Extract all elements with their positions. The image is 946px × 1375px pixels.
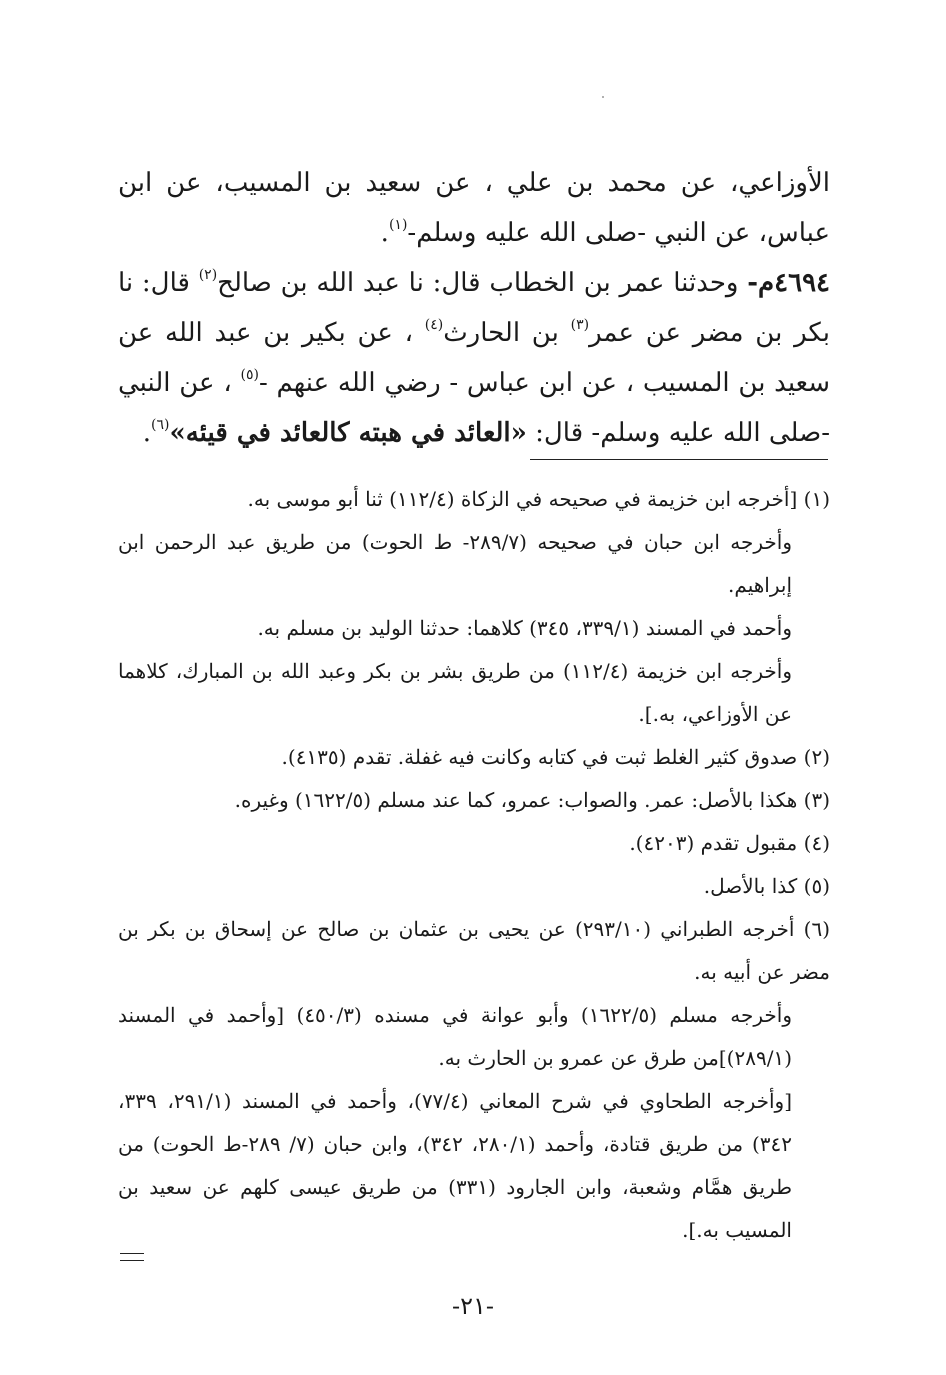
footnote-6-cont-2: [وأخرجه الطحاوي في شرح المعاني (٧٧/٤)، وأحمد في المسند (٢٩١/١، ٣٣٩، ٣٤٢) من طريق قتادة، وأحمد (٢٨٠/١، ٣٤٢)، وابن حبان (٧/ ٢٨٩-ط الحوت) من طريق همَّام وشعبة، وابن الجارود (٣٣١) من طريق عيسى كلهم عن سعيد بن المسيب به.].	[118, 1089, 792, 1242]
para2-part-c: بن الحارث	[443, 318, 559, 348]
para2-part-d: ، عن بكير بن عبد الله عن سعيد بن المسيب ، عن ابن عباس - رضي الله عنهم -	[118, 318, 831, 398]
footnote-1-cont-2: وأحمد في المسند (٣٣٩/١، ٣٤٥) كلاهما: حدثنا الوليد بن مسلم به.	[257, 616, 792, 640]
footnote-6-cont-1: وأخرجه مسلم (١٦٢٢/٥) وأبو عوانة في مسنده (٤٥٠/٣) [وأحمد في المسند (٢٨٩/١)]من طرق عن عمرو بن الحارث به.	[118, 1003, 793, 1070]
footnote-ref-2: (٢)	[198, 267, 218, 283]
footnote-1: (١) [أخرجه ابن خزيمة في صحيحه في الزكاة (١١٢/٤) ثنا أبو موسى به.	[247, 487, 830, 511]
footnote-ref-4: (٤)	[424, 317, 444, 333]
para2-part-e: ، عن النبي -صلى الله عليه وسلم- قال:	[118, 368, 830, 448]
footnote-ref-5: (٥)	[240, 367, 259, 383]
continuation-mark	[120, 1253, 144, 1267]
footnote-ref-1: (١)	[388, 217, 408, 233]
footnote-1-cont-1: وأخرجه ابن حبان في صحيحه (٢٨٩/٧- ط الحوت) من طريق عبد الرحمن ابن إبراهيم.	[118, 530, 792, 597]
footnotes	[118, 478, 830, 1252]
para2-end: .	[142, 418, 151, 448]
footnote-separator	[530, 459, 828, 460]
footnote-6: (٦) أخرجه الطبراني (٢٩٣/١٠) عن يحيى بن عثمان بن صالح عن إسحاق بن بكر بن مضر عن أبيه به.	[118, 917, 830, 984]
footnote-ref-6: (٦)	[150, 417, 170, 433]
main-text	[118, 158, 830, 458]
para2-part-b: قال: نا بكر بن مضر عن عمر	[118, 268, 831, 348]
page-number: -٢١-	[452, 1292, 494, 1320]
para1-end: .	[380, 218, 389, 248]
paragraph-1	[118, 158, 830, 258]
footnote-5: (٥) كذا بالأصل.	[703, 874, 830, 898]
footnote-ref-3: (٣)	[570, 317, 590, 333]
footnote-4: (٤) مقبول تقدم (٤٢٠٣).	[629, 831, 830, 855]
para2-part-a: وحدثنا عمر بن الخطاب قال: نا عبد الله بن صالح	[217, 268, 739, 298]
footnote-3: (٣) هكذا بالأصل: عمر. والصواب: عمرو، كما عند مسلم (١٦٢٢/٥) وغيره.	[234, 788, 830, 812]
hadith-number: ٤٦٩٤م-	[747, 268, 831, 298]
continuation-line-2	[120, 1260, 144, 1261]
para1-text: الأوزاعي، عن محمد بن علي ، عن سعيد بن المسيب، عن ابن عباس، عن النبي -صلى الله عليه وسلم-	[118, 168, 830, 248]
paragraph-2	[118, 258, 830, 458]
footnote-2: (٢) صدوق كثير الغلط ثبت في كتابه وكانت فيه غفلة. تقدم (٤١٣٥).	[281, 745, 830, 769]
hadith-text: «العائد في هبته كالعائد في قيئه»	[169, 418, 527, 448]
scan-speck	[602, 96, 604, 98]
footnote-1-cont-3: وأخرجه ابن خزيمة (١١٢/٤) من طريق بشر بن بكر وعبد الله بن المبارك، كلاهما عن الأوزاعي، به.].	[118, 659, 793, 726]
continuation-line-1	[120, 1253, 144, 1254]
